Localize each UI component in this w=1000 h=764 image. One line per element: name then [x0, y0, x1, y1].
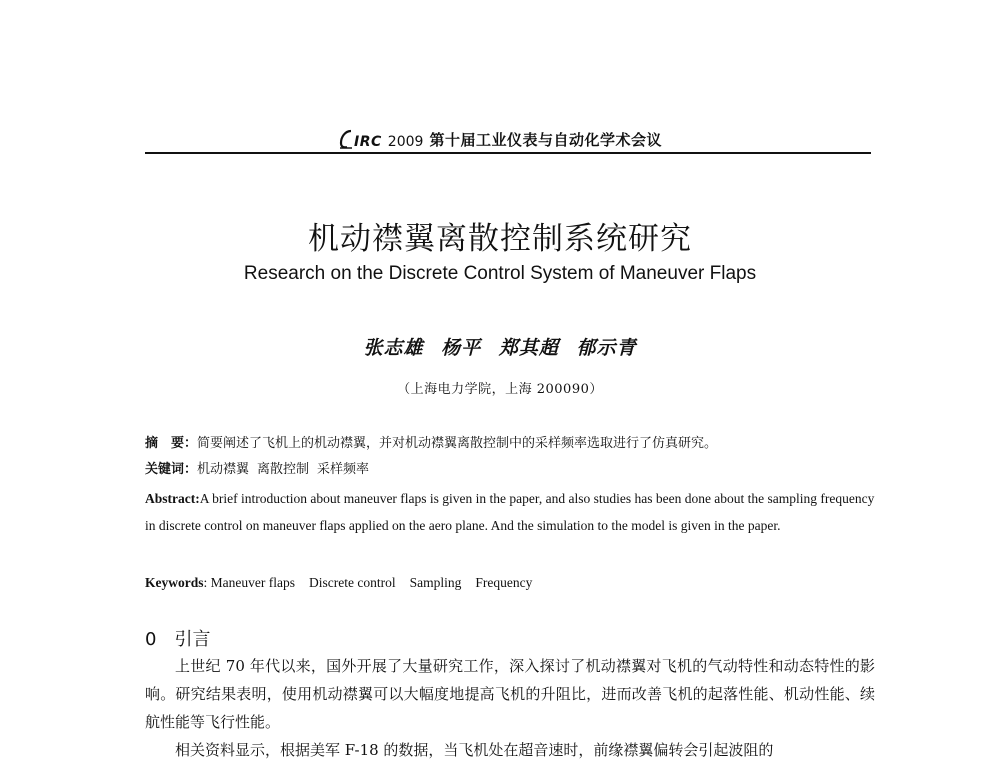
keyword: Maneuver flaps [210, 575, 295, 590]
logo-swoosh-icon [338, 128, 354, 150]
abstract-text: 简要阐述了飞机上的机动襟翼，并对机动襟翼离散控制中的采样频率选取进行了仿真研究。 [197, 436, 718, 451]
abstract-text: A brief introduction about maneuver flaps is given in the paper, and also studies has been done about the sampling frequency in discrete control on maneuver flaps applied on the aero plane. And the simulation to the model is given in the paper. [145, 491, 875, 533]
section-title: 引言 [174, 629, 211, 650]
keyword: 离散控制 [257, 462, 310, 477]
conference-name: 第十届工业仪表与自动化学术会议 [429, 131, 662, 149]
keyword: 采样频率 [317, 462, 370, 477]
abstract-label: 摘 要： [145, 436, 198, 451]
abstract-english [145, 485, 875, 539]
author: 张志雄 [363, 337, 424, 359]
keyword: Sampling [409, 575, 462, 590]
keywords-label: Keywords [145, 575, 204, 590]
author: 郑其超 [498, 337, 559, 359]
section-heading [145, 625, 210, 651]
running-header [0, 118, 1000, 150]
body-paragraph: 上世纪 70 年代以来，国外开展了大量研究工作，深入探讨了机动襟翼对飞机的气动特性和动态特性的影响。研究结果表明，使用机动襟翼可以大幅度地提高飞机的升阻比，进而改善飞机的起落性能、机动性能、续航性能等飞行性能。 [145, 657, 875, 731]
keywords-english: Keywords: Maneuver flaps Discrete control Sampling Frequency [145, 575, 533, 590]
keyword: Discrete control [308, 575, 396, 590]
conference-year: 2009 [387, 134, 424, 150]
keywords-label: 关键词： [145, 462, 198, 477]
keywords-chinese [145, 457, 875, 483]
author-list [0, 333, 1000, 360]
title-chinese: 机动襟翼离散控制系统研究 [308, 221, 692, 257]
keyword: Frequency [475, 575, 533, 590]
affiliation: （上海电力学院，上海 200090） [397, 382, 603, 397]
section-number: 0 [145, 629, 157, 650]
abstract-chinese [145, 431, 875, 457]
title-english: Research on the Discrete Control System of Maneuver Flaps [243, 263, 757, 284]
conference-logo [338, 128, 382, 150]
author: 杨平 [441, 337, 482, 359]
body-paragraph: 相关资料显示，根据美军 F-18 的数据，当飞机处在超音速时，前缘襟翼偏转会引起波阻的 [175, 741, 774, 759]
header-rule [145, 152, 871, 154]
logo-text: IRC [354, 134, 382, 150]
keyword: 机动襟翼 [197, 462, 250, 477]
abstract-label: Abstract: [145, 491, 200, 506]
author: 郁示青 [576, 337, 637, 359]
